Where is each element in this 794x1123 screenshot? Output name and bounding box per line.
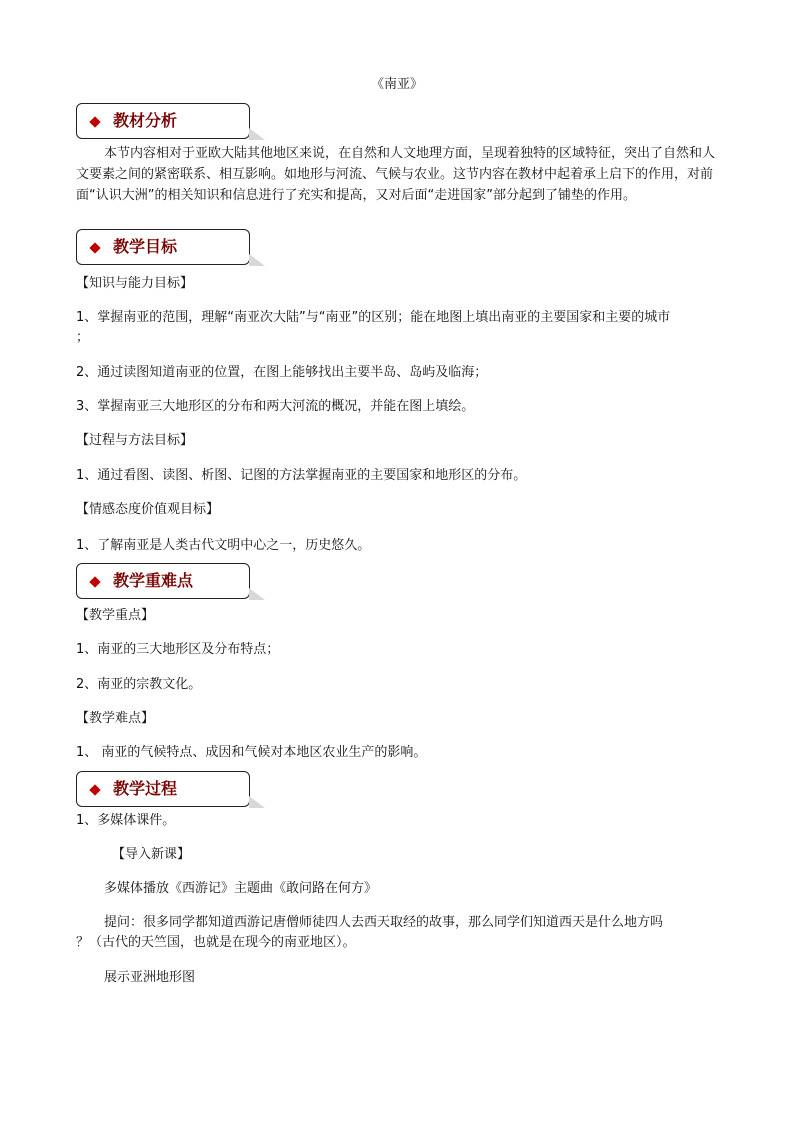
section-heading-label: 教学目标 [113, 237, 178, 256]
section-heading-label: 教学重难点 [113, 571, 194, 590]
section-heading-label: 教学过程 [113, 779, 178, 798]
section-heading-label: 教材分析 [113, 111, 178, 130]
section-heading-analysis [76, 103, 250, 139]
diamond-bullet-icon [89, 116, 100, 127]
heading-shadow-decoration [249, 796, 265, 808]
teaching-difficulty-label: 【教学难点】 [76, 711, 155, 726]
knowledge-goal-item: 3、掌握南亚三大地形区的分布和两大河流的概况，并能在图上填绘。 [76, 399, 475, 414]
diamond-bullet-icon [89, 242, 100, 253]
question-line: 提问：很多同学都知道西游记唐僧师徒四人去西天取经的故事，那么同学们知道西天是什么地方吗 [104, 915, 664, 930]
process-goal-label: 【过程与方法目标】 [76, 433, 194, 448]
heading-shadow-decoration [249, 254, 265, 266]
knowledge-goal-label: 【知识与能力目标】 [76, 276, 194, 291]
section-heading-goals [76, 229, 250, 265]
teaching-difficulty-item: 1、 南亚的气候特点、成因和气候对本地区农业生产的影响。 [76, 745, 427, 760]
diamond-bullet-icon [89, 784, 100, 795]
emotion-goal-label: 【情感态度价值观目标】 [76, 502, 220, 517]
knowledge-goal-item: 2、通过读图知道南亚的位置，在图上能够找出主要半岛、岛屿及临海； [76, 365, 488, 380]
intro-label: 【导入新课】 [112, 847, 191, 862]
teaching-focus-item: 2、南亚的宗教文化。 [76, 677, 202, 692]
document-title: 《南亚》 [370, 77, 423, 92]
teaching-focus-label: 【教学重点】 [76, 608, 155, 623]
process-item: 1、多媒体课件。 [76, 813, 176, 828]
diamond-bullet-icon [89, 576, 100, 587]
analysis-paragraph: 本节内容相对于亚欧大陆其他地区来说，在自然和人文地理方面，呈现着独特的区域特征，突出了自然和人文要素之间的紧密联系、相互影响。如地形与河流、气候与农业。这节内容在教材中起着承上启下的作用，对前面“认识大洲”的相关知识和信息进行了充实和提高，又对后面“走进国家”部分起到了铺垫的作用。 [76, 146, 716, 203]
heading-shadow-decoration [249, 588, 265, 600]
teaching-focus-item: 1、南亚的三大地形区及分布特点； [76, 642, 280, 657]
heading-shadow-decoration [249, 128, 265, 140]
show-map-line: 展示亚洲地形图 [104, 970, 196, 985]
emotion-goal-item: 1、了解南亚是人类古代文明中心之一，历史悠久。 [76, 538, 371, 553]
section-heading-process [76, 771, 250, 807]
knowledge-goal-item: 1、掌握南亚的范围，理解“南亚次大陆”与“南亚”的区别；能在地图上填出南亚的主要国家和主要的城市 [76, 310, 671, 325]
media-playback-line: 多媒体播放《西游记》主题曲《敢问路在何方》 [104, 881, 378, 896]
knowledge-goal-item-continuation: ； [76, 330, 90, 345]
question-line-continuation: ？（古代的天竺国，也就是在现今的南亚地区）。 [76, 935, 356, 950]
process-goal-item: 1、通过看图、读图、析图、记图的方法掌握南亚的主要国家和地形区的分布。 [76, 468, 527, 483]
section-heading-keypoints [76, 563, 250, 599]
